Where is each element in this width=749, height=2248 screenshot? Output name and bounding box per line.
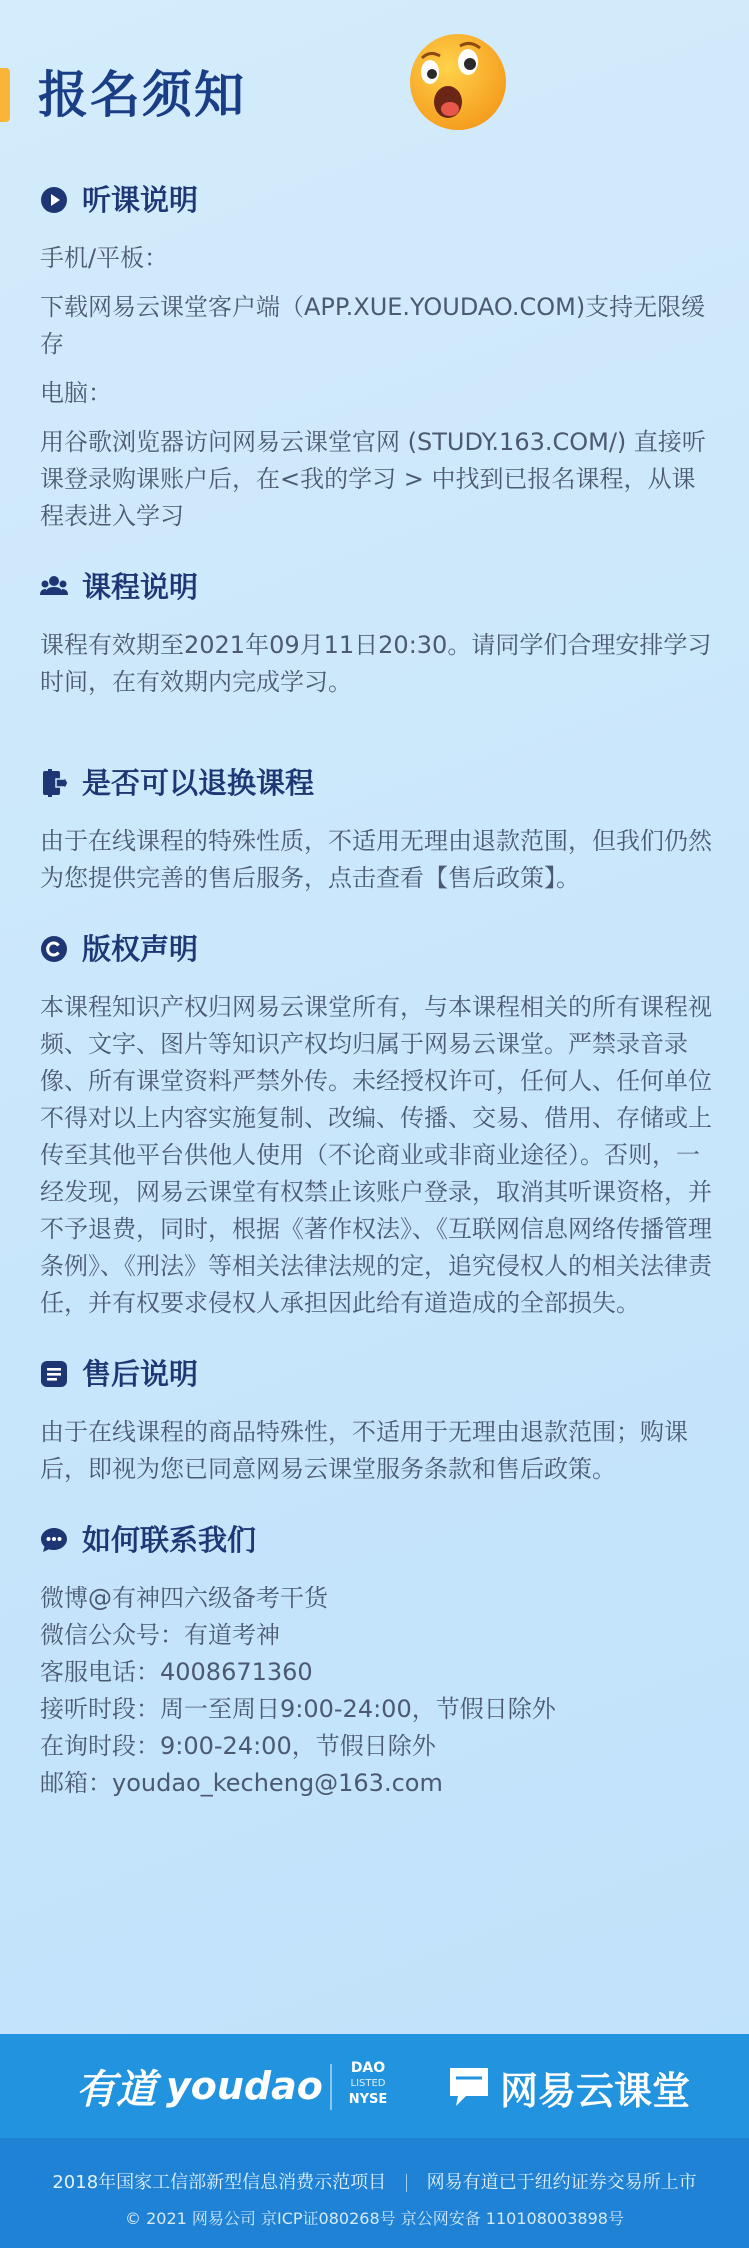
- content: [40, 172, 712, 1802]
- nyse-text: NYSE: [348, 2092, 388, 2107]
- section-title: 如何联系我们: [82, 1523, 257, 1557]
- section-title: 是否可以退换课程: [82, 766, 315, 800]
- users-icon: [40, 573, 68, 601]
- contact-email[interactable]: 邮箱：youdao_kecheng@163.com: [40, 1769, 443, 1797]
- youdao-logo-en: youdao: [166, 2064, 323, 2108]
- section-course: [40, 559, 712, 701]
- footer-separator: [406, 2174, 407, 2192]
- course-text: 课程有效期至2021年09月11日20:30。请同学们合理安排学习时间，在有效期内完成学习。: [40, 631, 712, 696]
- document-icon: [40, 1360, 68, 1388]
- contact-wechat: 微信公众号：有道考神: [40, 1621, 280, 1649]
- nyse-listed: LISTED: [350, 2078, 386, 2089]
- surprised-face-icon: [408, 32, 508, 132]
- aftersale-text: 由于在线课程的商品特殊性，不适用于无理由退款范围；购课后，即视为您已同意网易云课堂服务条款和售后政策。: [40, 1418, 688, 1483]
- youdao-logo-cn: 有道: [76, 2066, 156, 2113]
- contact-phone[interactable]: 客服电话：4008671360: [40, 1658, 313, 1686]
- nyse-listed-mark: [344, 2060, 392, 2108]
- section-contact: [40, 1512, 712, 1802]
- netease-logo-text: 网易云课堂: [500, 2068, 691, 2113]
- pc-label: 电脑：: [40, 379, 112, 407]
- section-refund: [40, 755, 712, 897]
- section-copyright: [40, 921, 712, 1322]
- exit-door-icon: [40, 769, 68, 797]
- footer-logos: [0, 2034, 749, 2138]
- footer-bottom: [0, 2138, 749, 2248]
- contact-answer-hours: 接听时段：周一至周日9:00-24:00，节假日除外: [40, 1695, 556, 1723]
- section-title: 售后说明: [82, 1357, 199, 1391]
- footer-line-1: [0, 2168, 749, 2194]
- section-title: 版权声明: [82, 932, 199, 966]
- mobile-label: 手机/平板：: [40, 244, 169, 272]
- nyse-dao: DAO: [350, 2060, 386, 2076]
- refund-text[interactable]: 由于在线课程的特殊性质，不适用无理由退款范围，但我们仍然为您提供完善的售后服务，点击查看【售后政策】。: [40, 827, 712, 892]
- contact-inquiry-hours: 在询时段：9:00-24:00，节假日除外: [40, 1732, 436, 1760]
- mobile-text: 下载网易云课堂客户端（APP.XUE.YOUDAO.COM)支持无限缓存: [40, 293, 706, 358]
- pc-text: 用谷歌浏览器访问网易云课堂官网 (STUDY.163.COM/) 直接听课登录购课账户后，在<我的学习 > 中找到已报名课程，从课程表进入学习: [40, 428, 706, 530]
- header: [0, 62, 749, 132]
- logo-divider: [330, 2064, 332, 2110]
- contact-weibo: 微博@有神四六级备考干货: [40, 1584, 328, 1612]
- youdao-logo: [76, 2056, 323, 2116]
- copyright-icon: [40, 935, 68, 963]
- netease-logo: [446, 2062, 690, 2112]
- chat-bubble-icon: [40, 1526, 68, 1554]
- footer-listing: 网易有道已于纽约证券交易所上市: [426, 2172, 697, 2193]
- play-icon: [40, 186, 68, 214]
- page-title: 报名须知: [38, 66, 246, 124]
- netease-cloud-classroom-icon: [446, 2064, 492, 2110]
- footer-copyright: © 2021 网易公司 京ICP证080268号 京公网安备 11010800389​8号: [125, 2209, 624, 2228]
- section-aftersale: [40, 1346, 712, 1488]
- copyright-text: 本课程知识产权归网易云课堂所有，与本课程相关的所有课程视频、文字、图片等知识产权均归属于网易云课堂。严禁录音录像、所有课堂资料严禁外传。未经授权许可，任何人、任何单位不得对以上内容实施复制、改编、传播、交易、借用、存储或上传至其他平台供他人使用（不论商业或非商业途径）。否则，一经发现，网易云课堂有权禁止该账户登录，取消其听课资格，并不予退费，同时，根据《著作权法》、《互联网信息网络传播管理条例》、《刑法》等相关法律法规的定，追究侵权人的相关法律责任，并有权要求侵权人承担因此给有道造成的全部损失。: [40, 993, 712, 1317]
- section-title: 课程说明: [82, 570, 199, 604]
- footer-award: 2018年国家工信部新型信息消费示范项目: [52, 2172, 387, 2193]
- section-title: 听课说明: [82, 183, 199, 217]
- section-listen: [40, 172, 712, 535]
- title-accent-bar: [0, 68, 10, 122]
